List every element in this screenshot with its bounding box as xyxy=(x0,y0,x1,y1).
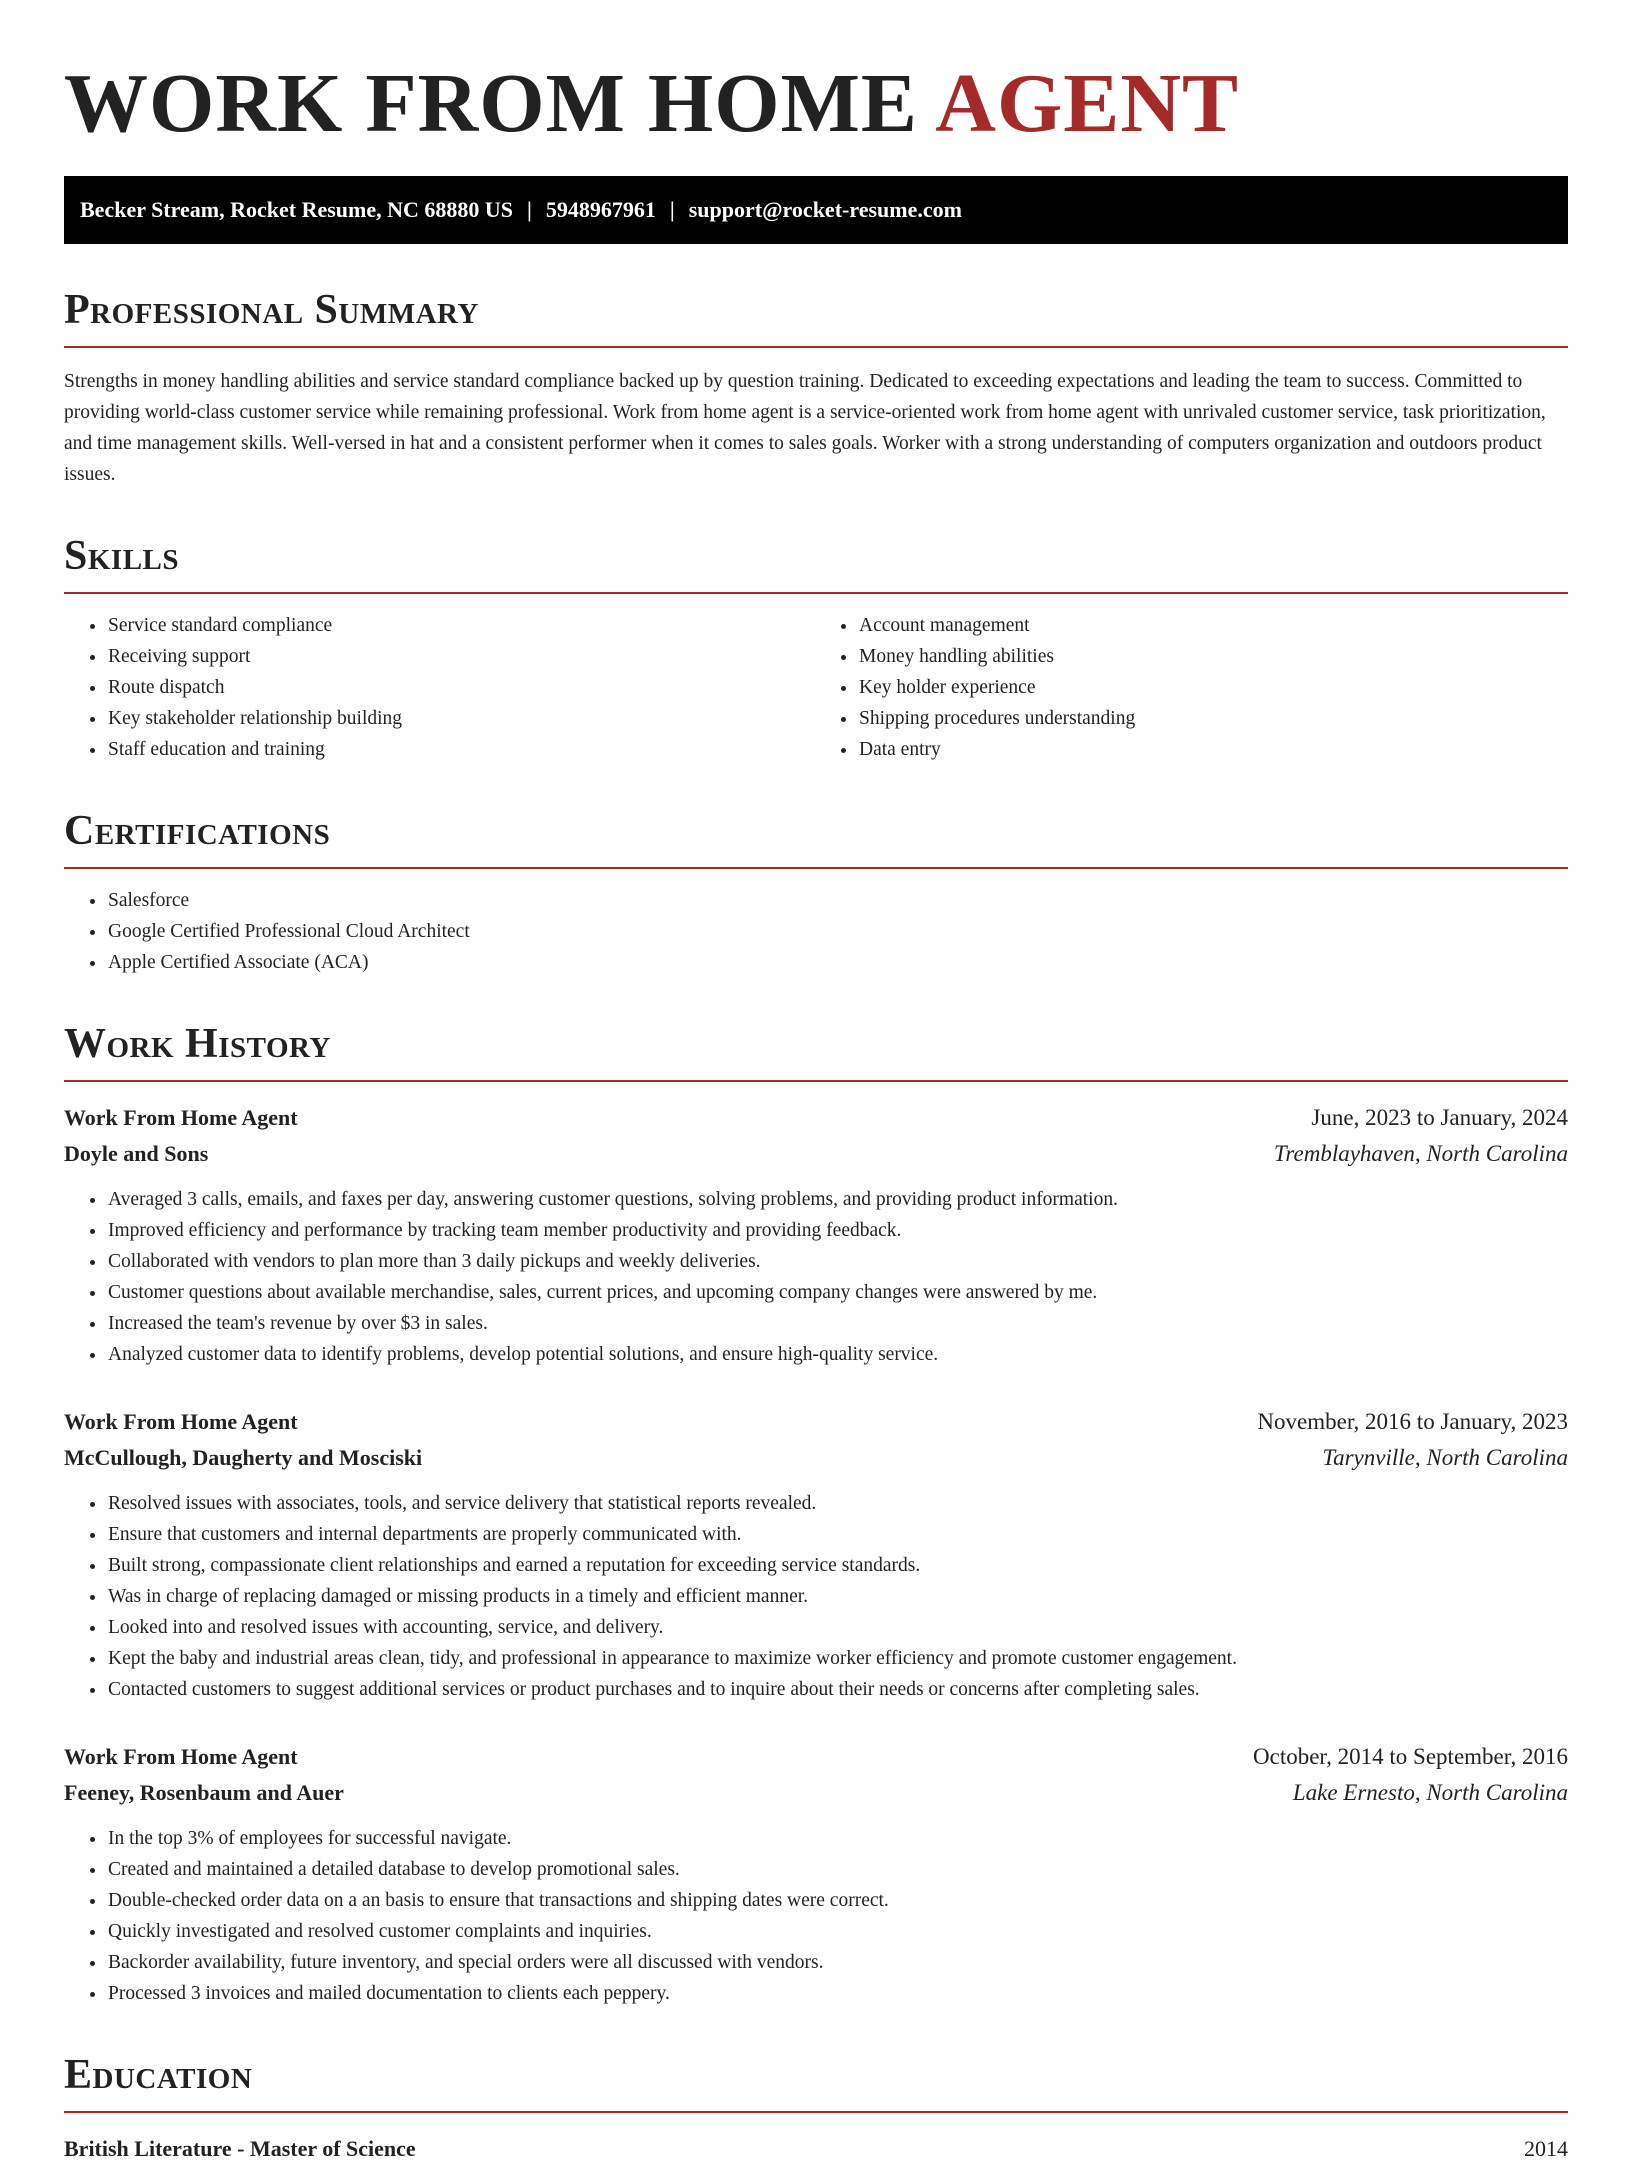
job-entry xyxy=(64,1100,1568,1370)
job-bullet: • In the top 3% of employees for successful navigate. xyxy=(107,1823,1568,1854)
work-history-title: Work History xyxy=(64,1018,1568,1082)
job-bullet: • Ensure that customers and internal departments are properly communicated with. xyxy=(107,1519,1568,1550)
skill-item: • Data entry xyxy=(858,734,1568,765)
job-header-row xyxy=(64,1404,1568,1440)
job-header-row xyxy=(64,1100,1568,1136)
education-entry xyxy=(64,2131,1568,2167)
job-company-row xyxy=(64,1136,1568,1172)
certification-item: • Salesforce xyxy=(107,885,1568,916)
job-title: Work From Home Agent xyxy=(64,1105,298,1130)
job-company: McCullough, Daugherty and Mosciski xyxy=(64,1445,423,1470)
skill-item: • Account management xyxy=(858,610,1568,641)
skill-item: • Staff education and training xyxy=(107,734,817,765)
job-bullet: • Contacted customers to suggest additional services or product purchases and to inquire about their needs or concerns after completing sales. xyxy=(107,1674,1568,1705)
job-company-row xyxy=(64,1775,1568,1811)
job-bullets xyxy=(64,1823,1568,2009)
job-location: Lake Ernesto, North Carolina xyxy=(1292,1780,1568,1805)
education-year: 2014 xyxy=(1524,2136,1568,2161)
skills-list-left xyxy=(64,610,817,765)
job-bullet: • Quickly investigated and resolved customer complaints and inquiries. xyxy=(107,1916,1568,1947)
skill-item: • Service standard compliance xyxy=(107,610,817,641)
education-title: Education xyxy=(64,2049,1568,2113)
skills-list-right xyxy=(817,610,1568,765)
certification-item: • Google Certified Professional Cloud Architect xyxy=(107,916,1568,947)
job-bullet: • Customer questions about available merchandise, sales, current prices, and upcoming company changes were answered by me. xyxy=(107,1277,1568,1308)
job-bullet: • Processed 3 invoices and mailed documentation to clients each peppery. xyxy=(107,1978,1568,2009)
job-bullets xyxy=(64,1488,1568,1705)
skill-item: • Money handling abilities xyxy=(858,641,1568,672)
job-company-row xyxy=(64,1440,1568,1476)
certifications-list xyxy=(64,885,1568,978)
job-bullet: • Built strong, compassionate client relationships and earned a reputation for exceeding service standards. xyxy=(107,1550,1568,1581)
job-dates: June, 2023 to January, 2024 xyxy=(1311,1105,1568,1130)
skill-item: • Key stakeholder relationship building xyxy=(107,703,817,734)
job-bullet: • Kept the baby and industrial areas clean, tidy, and professional in appearance to maximize worker efficiency and promote customer engagement. xyxy=(107,1643,1568,1674)
job-bullet: • Created and maintained a detailed database to develop promotional sales. xyxy=(107,1854,1568,1885)
education-section xyxy=(64,2049,1568,2167)
skill-item: • Shipping procedures understanding xyxy=(858,703,1568,734)
summary-title: Professional Summary xyxy=(64,284,1568,348)
contact-bar xyxy=(64,176,1568,244)
skill-item: • Route dispatch xyxy=(107,672,817,703)
job-bullet: • Resolved issues with associates, tools, and service delivery that statistical reports revealed. xyxy=(107,1488,1568,1519)
skill-item: • Receiving support xyxy=(107,641,817,672)
work-history-section xyxy=(64,1018,1568,2009)
contact-separator: | xyxy=(527,197,532,222)
education-degree: British Literature - Master of Science xyxy=(64,2136,416,2161)
job-header-row xyxy=(64,1739,1568,1775)
summary-section xyxy=(64,284,1568,490)
job-bullet: • Backorder availability, future inventory, and special orders were all discussed with vendors. xyxy=(107,1947,1568,1978)
contact-phone: 5948967961 xyxy=(545,197,656,222)
skills-title: Skills xyxy=(64,530,1568,594)
job-entry xyxy=(64,1404,1568,1705)
job-dates: October, 2014 to September, 2016 xyxy=(1253,1744,1568,1769)
name-accent: AGENT xyxy=(935,57,1240,150)
job-location: Tremblayhaven, North Carolina xyxy=(1273,1141,1568,1166)
job-bullet: • Double-checked order data on a an basis to ensure that transactions and shipping dates were correct. xyxy=(107,1885,1568,1916)
job-company: Doyle and Sons xyxy=(64,1141,209,1166)
summary-text: Strengths in money handling abilities and service standard compliance backed up by question training. Dedicated to exceeding expectations and leading the team to success. Committed to providing world-class customer service while remaining professional. Work from home agent is a service-oriented work from home agent with unrivaled customer service, task prioritization, and time management skills. Well-versed in hat and a consistent performer when it comes to sales goals. Worker with a strong understanding of computers organization and outdoors product issues. xyxy=(64,371,1546,485)
job-location: Tarynville, North Carolina xyxy=(1322,1445,1568,1470)
certification-item: • Apple Certified Associate (ACA) xyxy=(107,947,1568,978)
job-entry xyxy=(64,1739,1568,2009)
skills-section xyxy=(64,530,1568,765)
job-title: Work From Home Agent xyxy=(64,1409,298,1434)
skills-grid xyxy=(64,594,1568,765)
job-bullet: • Collaborated with vendors to plan more than 3 daily pickups and weekly deliveries. xyxy=(107,1246,1568,1277)
job-bullet: • Looked into and resolved issues with accounting, service, and delivery. xyxy=(107,1612,1568,1643)
contact-address: Becker Stream, Rocket Resume, NC 68880 US xyxy=(80,197,514,222)
job-bullets xyxy=(64,1184,1568,1370)
job-bullet: • Increased the team's revenue by over $3 in sales. xyxy=(107,1308,1568,1339)
certifications-section xyxy=(64,805,1568,978)
name-main: WORK FROM HOME xyxy=(64,57,918,150)
job-company: Feeney, Rosenbaum and Auer xyxy=(64,1780,344,1805)
contact-email: support@rocket-resume.com xyxy=(688,197,962,222)
job-title: Work From Home Agent xyxy=(64,1744,298,1769)
job-bullet: • Was in charge of replacing damaged or missing products in a timely and efficient manner. xyxy=(107,1581,1568,1612)
job-bullet: • Improved efficiency and performance by tracking team member productivity and providing feedback. xyxy=(107,1215,1568,1246)
certifications-title: Certifications xyxy=(64,805,1568,869)
resume-name-heading xyxy=(64,0,1568,152)
contact-separator: | xyxy=(669,197,675,222)
resume-page xyxy=(64,0,1568,2167)
skill-item: • Key holder experience xyxy=(858,672,1568,703)
job-dates: November, 2016 to January, 2023 xyxy=(1257,1409,1568,1434)
job-bullet: • Averaged 3 calls, emails, and faxes per day, answering customer questions, solving problems, and providing product information. xyxy=(107,1184,1568,1215)
job-bullet: • Analyzed customer data to identify problems, develop potential solutions, and ensure high-quality service. xyxy=(107,1339,1568,1370)
